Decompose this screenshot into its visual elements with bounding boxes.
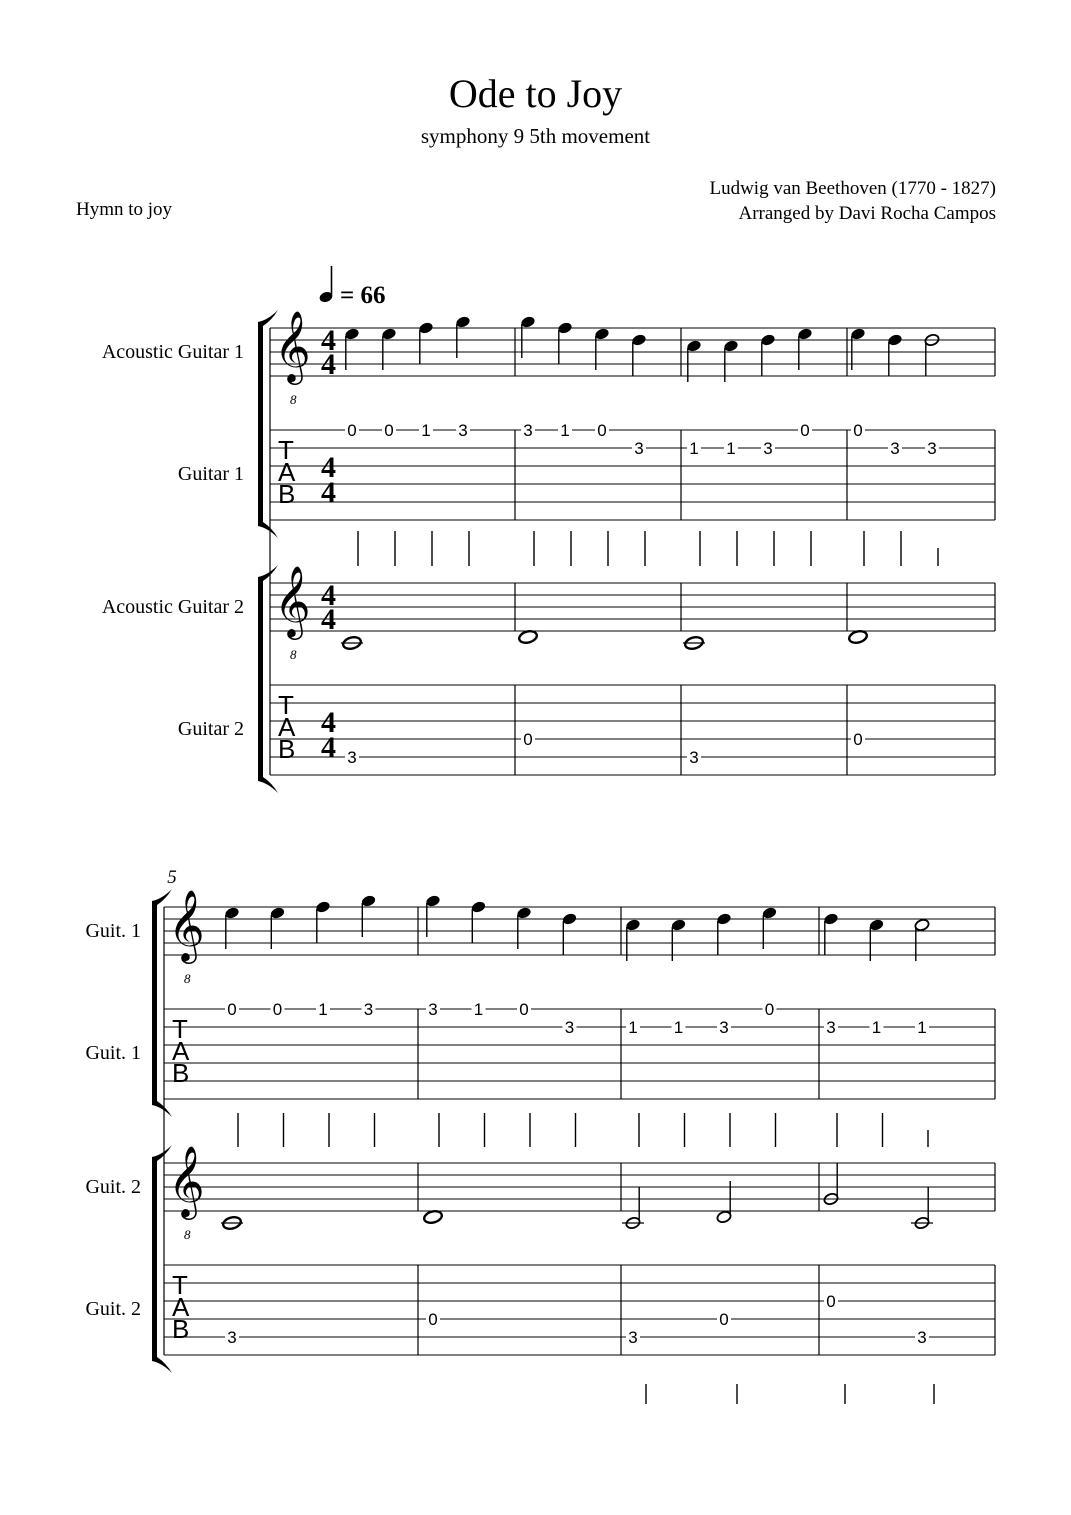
instrument-label: Guitar 1 <box>177 463 244 485</box>
measure <box>221 894 377 1347</box>
page-title: Ode to Joy <box>448 71 623 116</box>
tab-number: 1 <box>473 1000 484 1019</box>
tab-number: 0 <box>347 421 357 440</box>
measure <box>341 315 471 767</box>
tab-clef-letter: T <box>172 1014 188 1044</box>
note <box>518 629 538 644</box>
note <box>423 1209 443 1224</box>
tab-number: 3 <box>917 1328 927 1347</box>
tab-clef-letter: A <box>278 457 296 487</box>
tab-clef-letter: T <box>278 435 294 465</box>
tab-number: 3 <box>927 439 937 458</box>
note <box>418 321 434 364</box>
instrument-label: Acoustic Guitar 1 <box>101 341 244 363</box>
measure <box>848 327 940 749</box>
clef-octave-8: 8 <box>184 971 191 986</box>
measure <box>423 894 578 1329</box>
note <box>631 333 647 376</box>
measure-number: 5 <box>167 867 177 888</box>
note <box>470 900 486 943</box>
instrument-label: Guit. 1 <box>85 920 141 942</box>
instrument-label: Guitar 2 <box>177 718 244 740</box>
tab-number: 0 <box>227 1000 237 1019</box>
tab-number: 0 <box>428 1310 438 1329</box>
treble-clef-glyph: 𝄞 <box>274 313 311 381</box>
bracket-bottom-hook <box>258 522 278 538</box>
tab-number: 0 <box>719 1310 729 1329</box>
note <box>823 912 839 955</box>
whole-notehead <box>848 629 868 644</box>
tab-number: 0 <box>800 421 810 440</box>
tab-number: 3 <box>363 1000 374 1019</box>
whole-notehead <box>423 1209 443 1224</box>
composer: Ludwig van Beethoven (1770 - 1827) <box>709 178 996 199</box>
tab-number: 0 <box>519 1000 529 1019</box>
staff-group-bracket <box>258 322 263 526</box>
tab-clef-letter: A <box>278 712 296 742</box>
tab-number: 1 <box>871 1018 882 1037</box>
tempo-marking <box>318 266 385 309</box>
treble-clef-icon <box>274 311 311 407</box>
tab-number: 3 <box>689 748 699 767</box>
tab-number: 3 <box>564 1018 575 1037</box>
measure <box>823 912 933 1347</box>
tab-number: 3 <box>826 1018 836 1037</box>
tab-clef-icon <box>172 1014 190 1088</box>
note <box>911 1187 933 1230</box>
time-signature-denominator: 4 <box>321 348 336 381</box>
tab-number: 3 <box>458 421 468 440</box>
tab-number: 3 <box>763 439 773 458</box>
piece-name: Hymn to joy <box>76 199 173 220</box>
tab-number: 1 <box>318 1000 328 1019</box>
tab-number: 3 <box>719 1018 729 1037</box>
tab-clef-letter: A <box>172 1036 190 1066</box>
note <box>561 912 577 955</box>
tab-number: 0 <box>764 1000 775 1019</box>
staff-group-bracket <box>152 901 157 1105</box>
tab-number: 0 <box>272 1000 283 1019</box>
tab-clef-letter: T <box>172 1270 188 1300</box>
clef-octave-8: 8 <box>184 1227 191 1242</box>
tab-number: 1 <box>673 1018 684 1037</box>
tab-number: 3 <box>227 1328 237 1347</box>
tab-number: 1 <box>421 421 431 440</box>
treble-clef-glyph: 𝄞 <box>274 568 311 636</box>
treble-clef-glyph: 𝄞 <box>168 892 205 960</box>
time-signature-numerator: 4 <box>321 324 336 357</box>
treble-clef-icon <box>168 890 205 986</box>
tab-number: 1 <box>628 1018 638 1037</box>
tab-clef-icon <box>172 1270 190 1344</box>
measure <box>683 327 813 767</box>
systems <box>85 310 995 1404</box>
instrument-label: Guit. 2 <box>85 1176 141 1198</box>
note <box>221 1215 243 1230</box>
measure <box>518 315 647 749</box>
note <box>848 629 868 644</box>
note <box>622 1187 644 1230</box>
treble-clef-icon <box>274 566 311 662</box>
time-signature-numerator: 4 <box>321 579 336 612</box>
tab-clef-letter: T <box>278 690 294 720</box>
tab-clef-icon <box>278 435 296 509</box>
tab-number: 0 <box>384 421 394 440</box>
tab-time-denominator: 4 <box>321 731 336 764</box>
tab-clef-letter: B <box>278 479 296 509</box>
bracket-bottom-hook <box>152 1357 172 1373</box>
tab-clef-letter: B <box>172 1314 190 1344</box>
tab-number: 0 <box>597 421 607 440</box>
clef-octave-8: 8 <box>290 392 297 407</box>
note <box>887 333 903 376</box>
note <box>716 912 732 955</box>
tab-time-numerator: 4 <box>321 706 336 739</box>
note <box>557 321 573 364</box>
bracket-bottom-hook <box>152 1101 172 1117</box>
tab-number: 3 <box>347 748 357 767</box>
tab-number: 3 <box>634 439 644 458</box>
treble-clef-glyph: 𝄞 <box>168 1148 205 1216</box>
tab-number: 0 <box>523 730 533 749</box>
tab-number: 0 <box>853 730 863 749</box>
instrument-label: Acoustic Guitar 2 <box>101 596 244 618</box>
tab-number: 1 <box>560 421 570 440</box>
arranger: Arranged by Davi Rocha Campos <box>738 203 996 224</box>
tab-number: 3 <box>428 1000 438 1019</box>
tab-time-numerator: 4 <box>321 451 336 484</box>
system-2 <box>85 867 995 1404</box>
tab-number: 0 <box>826 1292 836 1311</box>
tab-number: 3 <box>523 421 533 440</box>
tab-number: 3 <box>890 439 900 458</box>
subtitle: symphony 9 5th movement <box>420 124 651 148</box>
tab-number: 1 <box>917 1018 927 1037</box>
note <box>760 333 776 376</box>
system-1 <box>102 310 995 793</box>
tab-clef-icon <box>278 690 296 764</box>
staff-group-bracket <box>258 577 263 781</box>
tab-number: 1 <box>689 439 699 458</box>
instrument-label: Guit. 1 <box>85 1042 141 1064</box>
staff-group-bracket <box>152 1157 157 1361</box>
note <box>315 900 331 943</box>
time-signature-denominator: 4 <box>321 603 336 636</box>
measure <box>622 906 778 1347</box>
tab-time-denominator: 4 <box>321 476 336 509</box>
bracket-bottom-hook <box>258 777 278 793</box>
tab-clef-letter: B <box>172 1058 190 1088</box>
tempo-value: = 66 <box>340 282 386 309</box>
note <box>683 635 705 650</box>
tab-number: 1 <box>726 439 736 458</box>
tab-clef-letter: A <box>172 1292 190 1322</box>
note <box>341 635 363 650</box>
tab-number: 0 <box>853 421 863 440</box>
instrument-label: Guit. 2 <box>85 1298 141 1320</box>
tab-clef-letter: B <box>278 734 296 764</box>
whole-notehead <box>518 629 538 644</box>
clef-octave-8: 8 <box>290 647 297 662</box>
tab-number: 3 <box>628 1328 638 1347</box>
treble-clef-icon <box>168 1146 205 1242</box>
